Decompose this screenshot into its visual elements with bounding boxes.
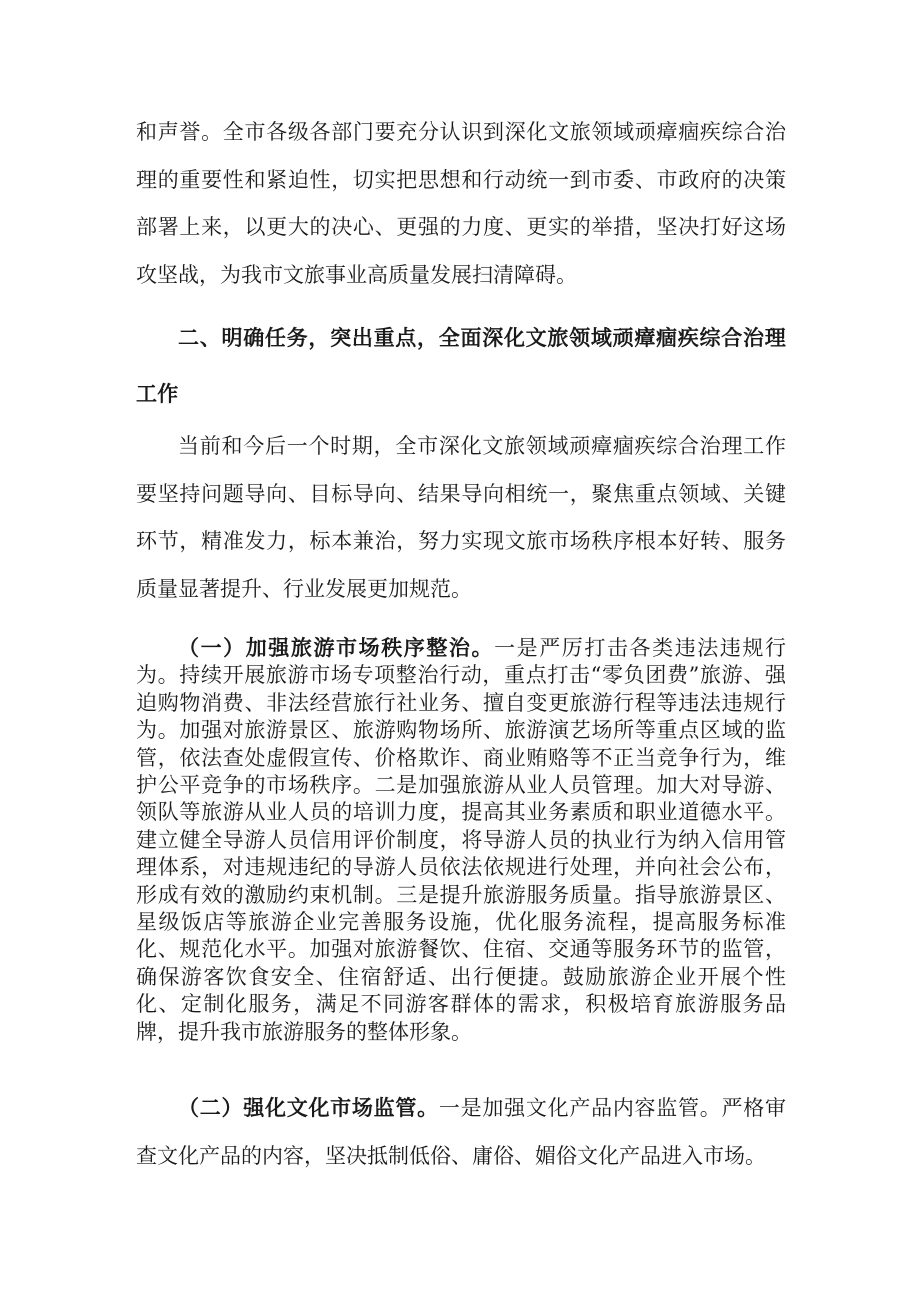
paragraph-section-2-intro: 当前和今后一个时期，全市深化文旅领域顽瘴痼疾综合治理工作要坚持问题导向、目标导向、结果导向相统一，聚焦重点领域、关键环节，精准发力，标本兼治，努力实现文旅市场秩序根本好转、服务质量显著提升、行业发展更加规范。 <box>136 434 786 601</box>
item-2-title: （二）强化文化市场监管。 <box>178 1095 439 1120</box>
paragraph-item-2 <box>136 1084 786 1180</box>
item-1-body: 一是严厉打击各类违法违规行为。持续开展旅游市场专项整治行动，重点打击“零负团费”旅游、强迫购物消费、非法经营旅行社业务、擅自变更旅游行程等违法违规行为。加强对旅游景区、旅游购物场所、旅游演艺场所等重点区域的监管，依法查处虚假宣传、价格欺诈、商业贿赂等不正当竞争行为，维护公平竞争的市场秩序。二是加强旅游从业人员管理。加大对导游、领队等旅游从业人员的培训力度，提高其业务素质和职业道德水平。建立健全导游人员信用评价制度，将导游人员的执业行为纳入信用管理体系，对违规违纪的导游人员依法依规进行处理，并向社会公布，形成有效的激励约束机制。三是提升旅游服务质量。指导旅游景区、星级饭店等旅游企业完善服务设施，优化服务流程，提高服务标准化、规范化水平。加强对旅游餐饮、住宿、交通等服务环节的监管，确保游客饮食安全、住宿舒适、出行便捷。鼓励旅游企业开展个性化、定制化服务，满足不同游客群体的需求，积极培育旅游服务品牌，提升我市旅游服务的整体形象。 <box>136 636 787 1044</box>
paragraph-intro-continuation: 和声誉。全市各级各部门要充分认识到深化文旅领域顽瘴痼疾综合治理的重要性和紧迫性，切实把思想和行动统一到市委、市政府的决策部署上来，以更大的决心、更强的力度、更实的举措，坚决打好这场攻坚战，为我市文旅事业高质量发展扫清障碍。 <box>136 120 786 287</box>
item-2-body: 一是加强文化产品内容监管。严格审查文化产品的内容，坚决抵制低俗、庸俗、媚俗文化产品进入市场。 <box>136 1096 787 1168</box>
section-heading-2: 二、明确任务，突出重点，全面深化文旅领域顽瘴痼疾综合治理工作 <box>136 326 786 406</box>
item-1-title: （一）加强旅游市场秩序整治。 <box>178 635 495 660</box>
paragraph-item-1 <box>136 634 786 1046</box>
